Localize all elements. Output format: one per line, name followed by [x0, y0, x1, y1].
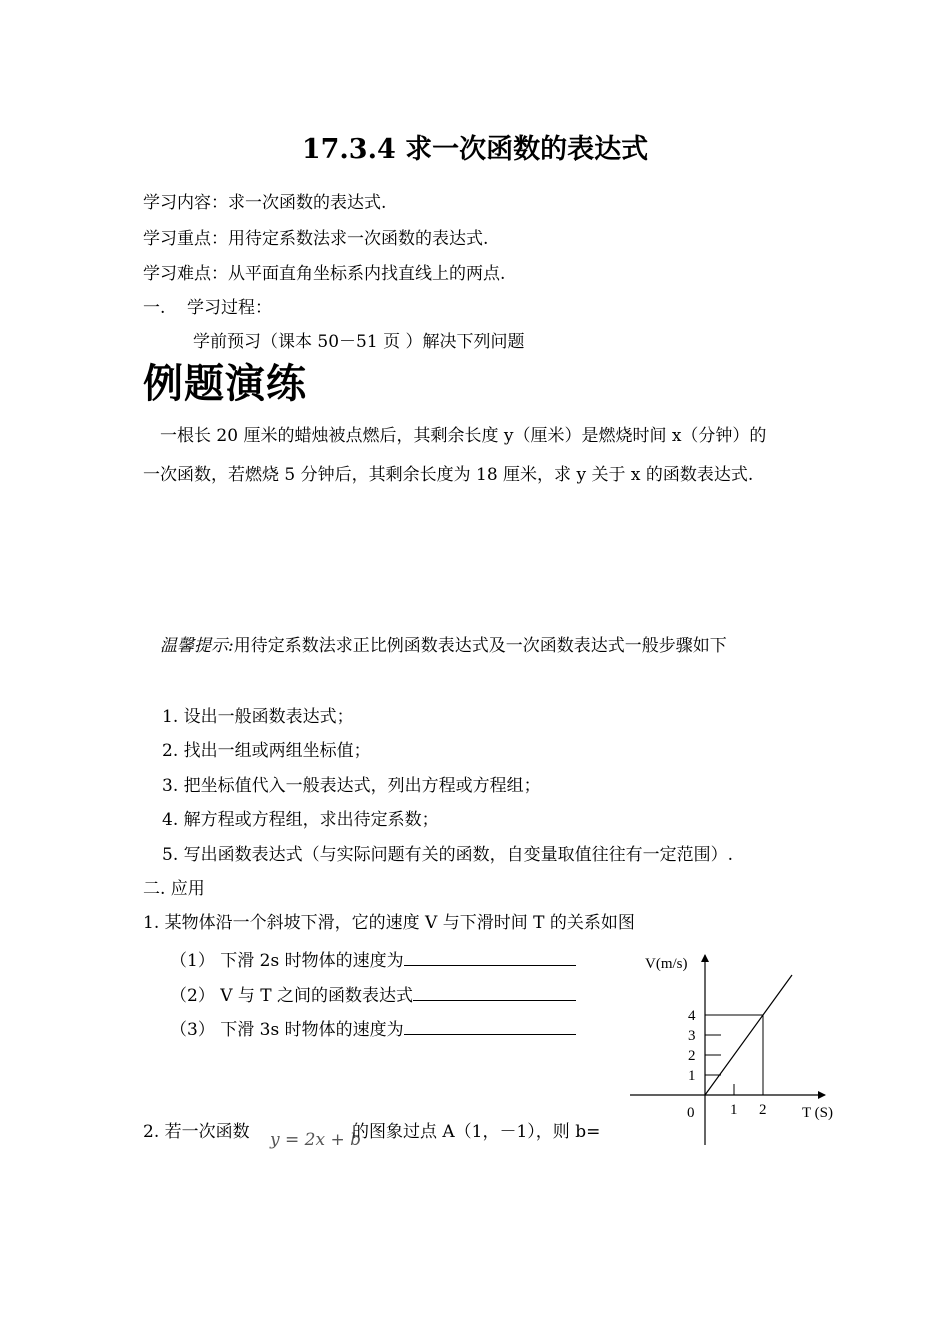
page-title: 17.3.4 求一次函数的表达式 — [301, 134, 649, 165]
y-tick-label-2: 2 — [688, 1048, 696, 1064]
question-1a-text: （1） 下滑 2s 时物体的速度为 — [170, 951, 404, 971]
study-key-point: 学习重点：用待定系数法求一次函数的表达式. — [143, 229, 489, 249]
x-axis-label: T (S) — [802, 1105, 833, 1121]
answer-blank-1c[interactable] — [404, 1017, 576, 1035]
question-1: 1. 某物体沿一个斜坡下滑，它的速度 V 与下滑时间 T 的关系如图 — [143, 913, 635, 933]
y-tick-label-1: 1 — [688, 1068, 696, 1084]
step-2: 2. 找出一组或两组坐标值； — [162, 741, 371, 761]
x-tick-label-2: 2 — [759, 1102, 767, 1118]
tip-paragraph — [160, 636, 727, 656]
y-axis-label: V(m/s) — [645, 956, 688, 972]
y-tick-label-4: 4 — [688, 1008, 696, 1024]
preview-instruction: 学前预习（课本 50－51 页 ）解决下列问题 — [193, 332, 525, 352]
tip-label: 温馨提示: — [160, 636, 234, 656]
question-1b — [170, 983, 576, 1006]
example-text-line2: 一次函数，若燃烧 5 分钟后，其剩余长度为 18 厘米，求 y 关于 x 的函数表达式. — [143, 465, 754, 485]
question-2-prefix: 2. 若一次函数 — [143, 1122, 250, 1142]
step-3: 3. 把坐标值代入一般表达式，列出方程或方程组； — [162, 776, 541, 796]
question-1a — [170, 948, 576, 971]
answer-blank-1b[interactable] — [413, 983, 576, 1001]
study-content: 学习内容：求一次函数的表达式. — [143, 193, 387, 213]
origin-label: 0 — [687, 1105, 695, 1121]
tip-text: 用待定系数法求正比例函数表达式及一次函数表达式一般步骤如下 — [233, 636, 727, 656]
example-heading: 例题演练 — [143, 360, 307, 407]
question-2-formula: y = 2x + b — [270, 1130, 361, 1150]
step-5: 5. 写出函数表达式（与实际问题有关的函数，自变量取值往往有一定范围）. — [162, 845, 734, 865]
velocity-time-chart — [630, 940, 850, 1150]
example-text-line1: 一根长 20 厘米的蜡烛被点燃后，其剩余长度 y（厘米）是燃烧时间 x（分钟）的 — [160, 426, 767, 446]
y-tick-label-3: 3 — [688, 1028, 696, 1044]
question-1c — [170, 1017, 576, 1040]
step-4: 4. 解方程或方程组，求出待定系数； — [162, 810, 439, 830]
question-1c-text: （3） 下滑 3s 时物体的速度为 — [170, 1020, 404, 1040]
x-tick-label-1: 1 — [730, 1102, 738, 1118]
question-1b-text: （2） V 与 T 之间的函数表达式 — [170, 986, 414, 1006]
question-2-suffix: 的图象过点 A（1，－1），则 b= — [352, 1122, 601, 1142]
study-difficulty: 学习难点：从平面直角坐标系内找直线上的两点. — [143, 264, 506, 284]
section1-heading: 一. 学习过程： — [143, 298, 273, 318]
step-1: 1. 设出一般函数表达式； — [162, 707, 354, 727]
section2-heading: 二. 应用 — [143, 879, 205, 899]
answer-blank-1a[interactable] — [404, 948, 576, 966]
